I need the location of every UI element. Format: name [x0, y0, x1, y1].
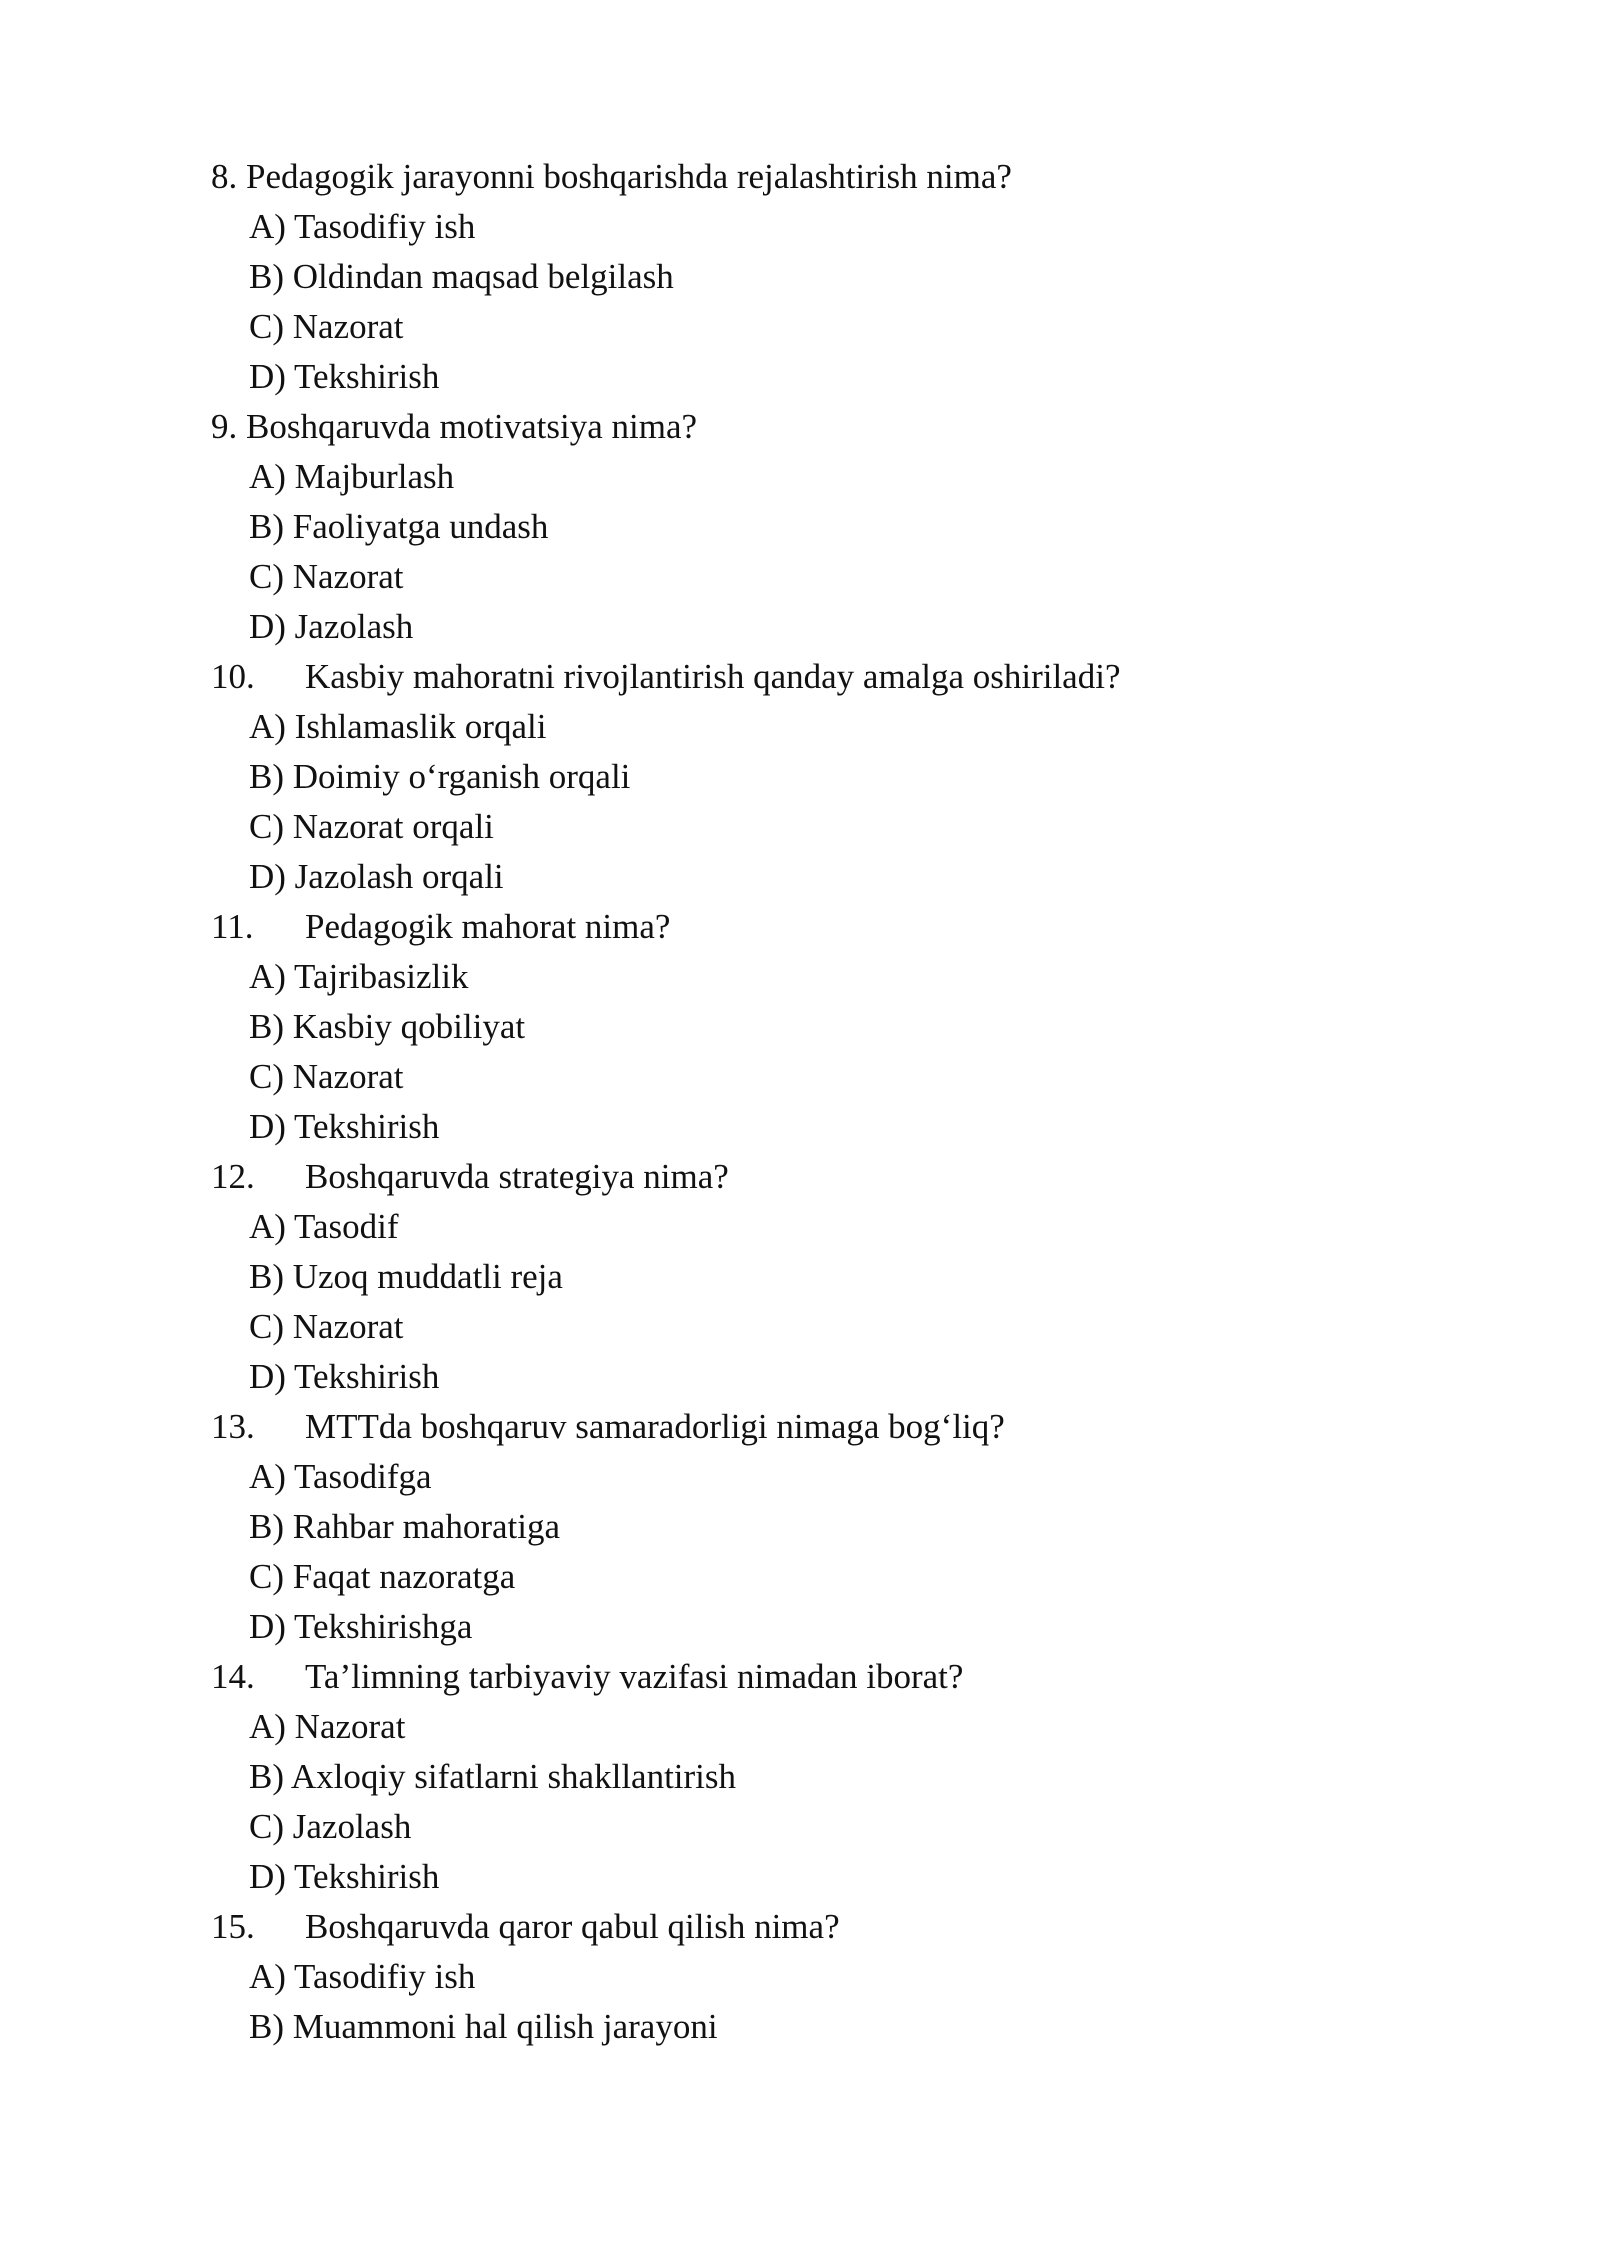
option-d: D) Tekshirishga: [249, 1607, 473, 1646]
option-a: A) Ishlamaslik orqali: [249, 707, 547, 746]
question-text: Ta’limning tarbiyaviy vazifasi nimadan iborat?: [305, 1657, 964, 1696]
option-c: C) Nazorat: [249, 1307, 404, 1346]
option-d: D) Tekshirish: [249, 1857, 440, 1896]
option-c: C) Faqat nazoratga: [249, 1557, 516, 1596]
option-a: A) Tasodif: [249, 1207, 399, 1246]
question-text: Boshqaruvda qaror qabul qilish nima?: [305, 1907, 840, 1946]
option-b: B) Uzoq muddatli reja: [249, 1257, 563, 1296]
option-a: A) Nazorat: [249, 1707, 406, 1746]
question-number: 12.: [211, 1157, 255, 1196]
question-number: 13.: [211, 1407, 255, 1446]
question-text: Kasbiy mahoratni rivojlantirish qanday amalga oshiriladi?: [305, 657, 1121, 696]
option-d: D) Tekshirish: [249, 1107, 440, 1146]
option-d: D) Jazolash: [249, 607, 414, 646]
option-b: B) Rahbar mahoratiga: [249, 1507, 561, 1546]
option-c: C) Jazolash: [249, 1807, 412, 1846]
question-13: [0, 1402, 1600, 1452]
option-c: C) Nazorat: [249, 557, 404, 596]
question-text: Pedagogik mahorat nima?: [305, 907, 671, 946]
question-text: MTTda boshqaruv samaradorligi nimaga bog‘liq?: [305, 1407, 1005, 1446]
option-c: C) Nazorat: [249, 1057, 404, 1096]
question-12: [0, 1152, 1600, 1202]
option-b: B) Doimiy o‘rganish orqali: [249, 757, 631, 796]
question-15: [0, 1902, 1600, 1952]
option-b: B) Axloqiy sifatlarni shakllantirish: [249, 1757, 737, 1796]
option-b: B) Oldindan maqsad belgilash: [249, 257, 674, 296]
question-number: 10.: [211, 657, 255, 696]
option-d: D) Tekshirish: [249, 357, 440, 396]
document-page: [0, 152, 1600, 2052]
question-text: Boshqaruvda strategiya nima?: [305, 1157, 729, 1196]
option-a: A) Tasodifiy ish: [249, 1957, 476, 1996]
option-d: D) Tekshirish: [249, 1357, 440, 1396]
option-a: A) Tasodifiy ish: [249, 207, 476, 246]
question-text: Boshqaruvda motivatsiya nima?: [246, 407, 698, 446]
option-c: C) Nazorat: [249, 307, 404, 346]
option-d: D) Jazolash orqali: [249, 857, 504, 896]
question-number: 14.: [211, 1657, 255, 1696]
question-number: 11.: [211, 907, 254, 946]
option-b: B) Muammoni hal qilish jarayoni: [249, 2007, 718, 2046]
option-b: B) Kasbiy qobiliyat: [249, 1007, 526, 1046]
option-b: B) Faoliyatga undash: [249, 507, 549, 546]
question-9: [0, 402, 1600, 452]
question-8: [0, 152, 1600, 202]
question-10: [0, 652, 1600, 702]
question-number: 8.: [211, 157, 238, 196]
question-11: [0, 902, 1600, 952]
question-number: 9.: [211, 407, 238, 446]
option-c: C) Nazorat orqali: [249, 807, 494, 846]
option-a: A) Tasodifga: [249, 1457, 432, 1496]
question-number: 15.: [211, 1907, 255, 1946]
question-14: [0, 1652, 1600, 1702]
question-text: Pedagogik jarayonni boshqarishda rejalashtirish nima?: [246, 157, 1012, 196]
option-a: A) Tajribasizlik: [249, 957, 469, 996]
option-a: A) Majburlash: [249, 457, 455, 496]
